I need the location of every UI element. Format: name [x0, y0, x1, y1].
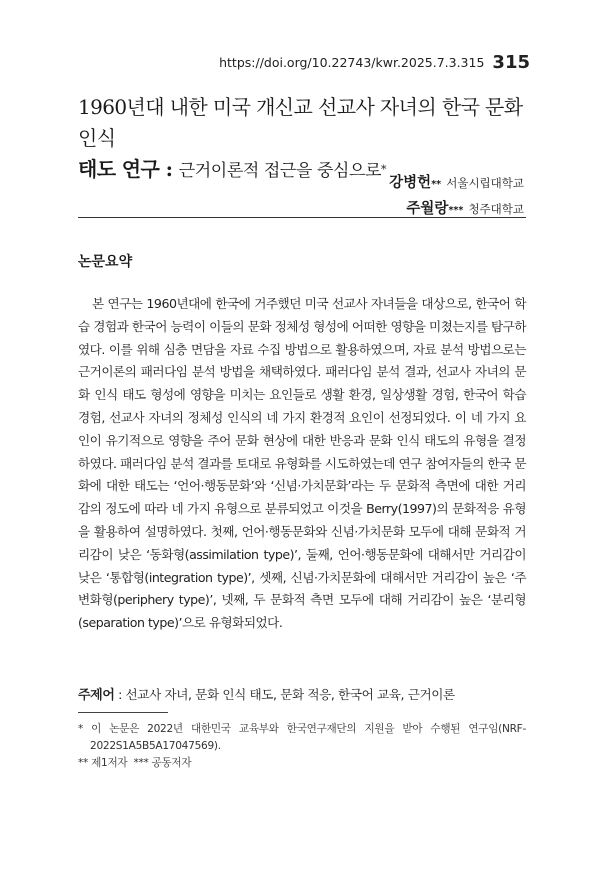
keywords-separator: : — [114, 687, 126, 702]
author-mark: ** — [431, 179, 442, 190]
title-colon: : — [159, 157, 179, 181]
doi-link[interactable]: https://doi.org/10.22743/kwr.2025.7.3.315 — [219, 55, 485, 70]
footnote-divider — [78, 712, 168, 713]
author-name: 주월랑 — [406, 201, 449, 217]
footnote-mark: ** — [78, 757, 88, 769]
title-subtitle: 근거이론적 접근을 중심으로 — [178, 161, 382, 181]
title-line-1: 1960년대 내한 미국 개신교 선교사 자녀의 한국 문화 인식 — [78, 95, 523, 150]
author-mark: *** — [448, 205, 464, 216]
title-note-mark: * — [381, 163, 386, 176]
keywords — [78, 684, 455, 703]
author-entry — [389, 170, 524, 196]
author-list — [389, 170, 524, 222]
footnote-co-author: 공동저자 — [151, 757, 192, 769]
footnotes — [78, 721, 526, 772]
running-header — [0, 52, 530, 73]
footnote-mark: *** — [133, 757, 149, 769]
footnote-first-author: 제1저자 — [91, 757, 128, 769]
keywords-label: 주제어 — [78, 688, 115, 703]
title-divider — [78, 217, 526, 218]
title-main-part2: 태도 연구 — [78, 157, 160, 181]
footnote-funding: * 이 논문은 2022년 대한민국 교육부와 한국연구재단의 지원을 받아 수행된 연구임(NRF-2022S1A5B5A17047569). — [78, 723, 526, 752]
page-number: 315 — [492, 52, 530, 73]
abstract-body: 본 연구는 1960년대에 한국에 거주했던 미국 선교사 자녀들을 대상으로, 한국어 학습 경험과 한국어 능력이 이들의 문화 정체성 형성에 어떠한 영향을 미쳤는지를 탐구하였다. 이를 위해 심층 면담을 자료 수집 방법으로 활용하였으며, 자료 분석 방법으로는 근거이론의 패러다임 분석 방법을 채택하였다. 패러다임 분석 결과, 선교사 자녀의 문화 인식 태도 형성에 영향을 미치는 요인들로 생활 환경, 일상생활 경험, 한국어 학습 경험, 선교사 자녀의 정체성 인식의 네 가지 환경적 요인이 선정되었다. 이 네 가지 요인이 유기적으로 영향을 주어 문화 현상에 대한 반응과 문화 인식 태도의 유형을 결정하였다. 패러다임 분석 결과를 토대로 유형화를 시도하였는데 연구 참여자들의 한국 문화에 대한 태도는 ‘언어·행동문화’와 ‘신념·가치문화’라는 두 문화적 측면에 대한 거리감의 정도에 따라 네 가지 유형으로 분류되었고 이것을 Berry(1997)의 문화적응 유형을 활용하여 설명하였다. 첫째, 언어·행동문화와 신념·가치문화 모두에 대해 문화적 거리감이 낮은 ‘동화형(assimilation type)’, 둘째, 언어·행동문화에 대해서만 거리감이 낮은 ‘통합형(integration type)’, 셋째, 신념·가치문화에 대해서만 거리감이 높은 ‘주변화형(periphery type)’, 넷째, 두 문화적 측면 모두에 대해 거리감이 높은 ‘분리형(separation type)’으로 유형화되었다. — [78, 296, 526, 631]
abstract-heading: 논문요약 — [78, 254, 133, 270]
author-entry — [389, 196, 524, 222]
author-name: 강병헌 — [389, 175, 432, 191]
footnote-authors — [78, 755, 526, 772]
author-affiliation: 서울시립대학교 — [446, 176, 524, 190]
keywords-value: 선교사 자녀, 문화 인식 태도, 문화 적응, 한국어 교육, 근거이론 — [125, 687, 455, 702]
author-affiliation: 청주대학교 — [468, 202, 524, 216]
